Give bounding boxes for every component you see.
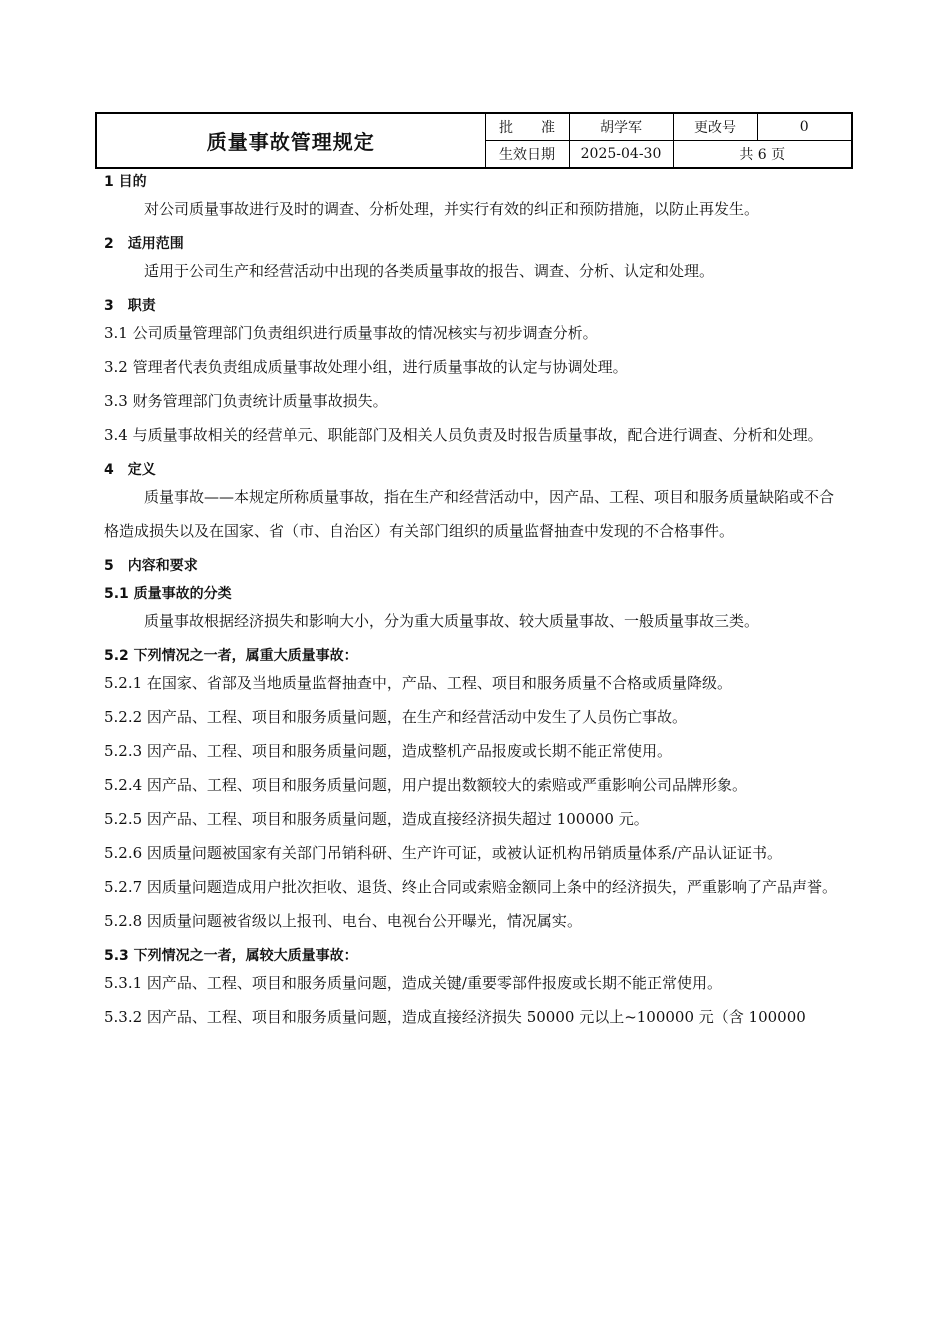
- list-item: 5.2.4 因产品、工程、项目和服务质量问题，用户提出数额较大的索赔或严重影响公司品牌形象。: [104, 776, 747, 794]
- document-title: 质量事故管理规定: [96, 113, 485, 168]
- subsection-heading: 5.1 质量事故的分类: [104, 586, 232, 602]
- revision-label: 更改号: [673, 113, 757, 141]
- section-heading: 1 目的: [104, 174, 147, 190]
- list-item: 5.2.5 因产品、工程、项目和服务质量问题，造成直接经济损失超过 100000 元。: [104, 810, 649, 828]
- effective-date-label: 生效日期: [485, 141, 569, 169]
- section-heading: 5 内容和要求: [104, 558, 198, 574]
- list-item: 5.3.1 因产品、工程、项目和服务质量问题，造成关键/重要零部件报废或长期不能正常使用。: [104, 974, 722, 992]
- list-item: 5.2.7 因质量问题造成用户批次拒收、退货、终止合同或索赔金额同上条中的经济损失，严重影响了产品声誉。: [104, 878, 837, 896]
- approve-label: 批 准: [485, 113, 569, 141]
- header-table: [95, 112, 853, 169]
- page-count: 共 6 页: [673, 141, 852, 169]
- list-item: 3.3 财务管理部门负责统计质量事故损失。: [104, 392, 388, 410]
- list-item: 5.2.2 因产品、工程、项目和服务质量问题，在生产和经营活动中发生了人员伤亡事故。: [104, 708, 687, 726]
- document-body: [104, 172, 848, 1034]
- subsection-heading: 5.3 下列情况之一者，属较大质量事故：: [104, 948, 358, 964]
- list-item: 5.3.2 因产品、工程、项目和服务质量问题，造成直接经济损失 50000 元以上~100000 元（含 100000: [104, 1008, 806, 1026]
- list-item: 5.2.3 因产品、工程、项目和服务质量问题，造成整机产品报废或长期不能正常使用。: [104, 742, 672, 760]
- list-item: 3.4 与质量事故相关的经营单元、职能部门及相关人员负责及时报告质量事故，配合进行调查、分析和处理。: [104, 426, 823, 444]
- list-item: 3.1 公司质量管理部门负责组织进行质量事故的情况核实与初步调查分析。: [104, 324, 598, 342]
- section-heading: 3 职责: [104, 298, 156, 314]
- approver-name: 胡学军: [569, 113, 673, 141]
- paragraph: 对公司质量事故进行及时的调查、分析处理，并实行有效的纠正和预防措施，以防止再发生。: [144, 200, 760, 218]
- list-item: 5.2.8 因质量问题被省级以上报刊、电台、电视台公开曝光，情况属实。: [104, 912, 582, 930]
- list-item: 3.2 管理者代表负责组成质量事故处理小组，进行质量事故的认定与协调处理。: [104, 358, 628, 376]
- subsection-heading: 5.2 下列情况之一者，属重大质量事故：: [104, 648, 358, 664]
- revision-value: 0: [757, 113, 852, 141]
- effective-date: 2025-04-30: [569, 141, 673, 169]
- paragraph: 适用于公司生产和经营活动中出现的各类质量事故的报告、调查、分析、认定和处理。: [144, 262, 715, 280]
- paragraph: 质量事故——本规定所称质量事故，指在生产和经营活动中，因产品、工程、项目和服务质量缺陷或不合格造成损失以及在国家、省（市、自治区）有关部门组织的质量监督抽查中发现的不合格事件。: [104, 488, 835, 540]
- section-heading: 2 适用范围: [104, 236, 184, 252]
- paragraph: 质量事故根据经济损失和影响大小，分为重大质量事故、较大质量事故、一般质量事故三类。: [144, 612, 760, 630]
- list-item: 5.2.1 在国家、省部及当地质量监督抽查中，产品、工程、项目和服务质量不合格或质量降级。: [104, 674, 732, 692]
- list-item: 5.2.6 因质量问题被国家有关部门吊销科研、生产许可证，或被认证机构吊销质量体系/产品认证证书。: [104, 844, 782, 862]
- section-heading: 4 定义: [104, 462, 156, 478]
